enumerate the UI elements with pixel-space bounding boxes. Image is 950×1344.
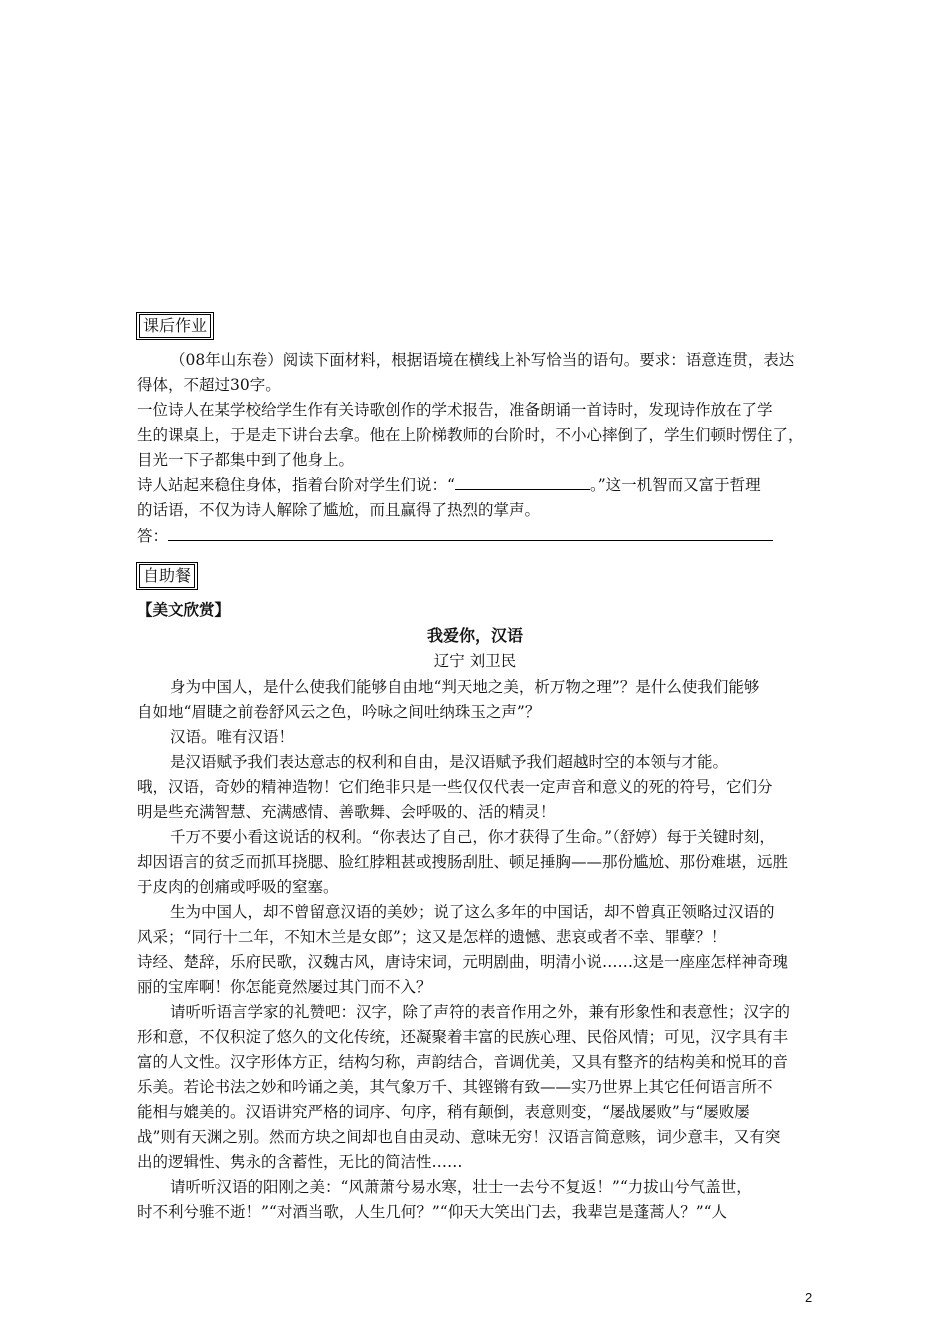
essay-line: 形和意，不仅积淀了悠久的文化传统，还凝聚着丰富的民族心理、民俗风情；可见，汉字具有丰	[137, 1028, 789, 1046]
essay-line: 自如地“眉睫之前卷舒风云之色，吟咏之间吐纳珠玉之声”？	[137, 703, 541, 721]
essay-line: 生为中国人，却不曾留意汉语的美妙；说了这么多年的中国话，却不曾真正领略过汉语的	[170, 903, 775, 921]
essay-line: 哦，汉语，奇妙的精神造物！它们绝非只是一些仅仅代表一定声音和意义的死的符号，它们分	[137, 778, 773, 796]
homework-line-1: （08年山东卷）阅读下面材料，根据语境在横线上补写恰当的语句。要求：语意连贯，表达	[170, 351, 795, 369]
essay-line: 明是些充满智慧、充满感情、善歌舞、会呼吸的、活的精灵！	[137, 803, 556, 821]
homework-line-3: 一位诗人在某学校给学生作有关诗歌创作的学术报告，准备朗诵一首诗时，发现诗作放在了学	[137, 401, 773, 419]
essay-title: 我爱你，汉语	[426, 626, 523, 645]
essay-line: 时不利兮骓不逝！”“对酒当歌，人生几何？”“仰天大笑出门去，我辈岂是蓬蒿人？”“人	[137, 1203, 728, 1221]
essay-author: 辽宁 刘卫民	[433, 652, 517, 670]
essay-line: 战”则有天渊之别。然而方块之间却也自由灵动、意味无穷！汉语言简意赅，词少意丰，又有突	[137, 1128, 781, 1146]
homework-line-2: 得体，不超过30字。	[137, 376, 281, 394]
homework-line-6: 诗人站起来稳住身体，指着台阶对学生们说：“ 。”这一机智而又富于哲理	[137, 473, 827, 497]
page-number: 2	[805, 1290, 813, 1305]
essay-line: 富的人文性。汉字形体方正，结构匀称，声韵结合，音调优美，又具有整齐的结构美和悦耳的音	[137, 1053, 789, 1071]
fill-in-blank[interactable]	[455, 473, 590, 490]
essay-line: 出的逻辑性、隽永的含蓄性，无比的简洁性……	[137, 1153, 463, 1171]
essay-line: 却因语言的贫乏而抓耳挠腮、脸红脖粗甚或搜肠刮肚、顿足捶胸——那份尴尬、那份难堪，远胜	[137, 853, 789, 871]
essay-line: 能相与媲美的。汉语讲究严格的词序、句序，稍有颠倒，表意则变，“屡战屡败”与“屡败屡	[137, 1103, 750, 1121]
essay-line: 是汉语赋予我们表达意志的权利和自由，是汉语赋予我们超越时空的本领与才能。	[170, 753, 729, 771]
essay-line: 身为中国人，是什么使我们能够自由地“判天地之美，析万物之理”？是什么使我们能够	[170, 678, 760, 696]
essay-line: 诗经、楚辞，乐府民歌，汉魏古风，唐诗宋词，元明剧曲，明清小说……这是一座座怎样神奇瑰	[137, 953, 789, 971]
essay-line: 千万不要小看这说话的权利。“你表达了自己，你才获得了生命。”（舒婷）每于关键时刻，	[170, 828, 775, 846]
essay-line: 请听听汉语的阳刚之美：“风萧萧兮易水寒，壮士一去兮不复返！”“力拔山兮气盖世，	[170, 1178, 752, 1196]
buffet-heading: 自助餐	[136, 562, 198, 590]
answer-blank[interactable]	[168, 524, 773, 541]
essay-line: 丽的宝库啊！你怎能竟然屡过其门而不入？	[137, 978, 432, 996]
essay-line: 风采；“同行十二年，不知木兰是女郎”；这又是怎样的遗憾、悲哀或者不幸、罪孽？！	[137, 928, 727, 946]
essay-line: 请听听语言学家的礼赞吧：汉字，除了声符的表音作用之外，兼有形象性和表意性；汉字的	[170, 1003, 791, 1021]
homework-heading: 课后作业	[136, 312, 214, 340]
homework-line-7: 的话语，不仅为诗人解除了尴尬，而且赢得了热烈的掌声。	[137, 501, 541, 519]
essay-line: 汉语。唯有汉语！	[170, 728, 295, 746]
homework-line-5: 目光一下子都集中到了他身上。	[137, 451, 355, 469]
section-label: 【美文欣赏】	[137, 600, 231, 619]
answer-line: 答：	[137, 524, 827, 548]
essay-line: 于皮肉的创痛或呼吸的窒塞。	[137, 878, 339, 896]
homework-line-4: 生的课桌上，于是走下讲台去拿。他在上阶梯教师的台阶时，不小心摔倒了，学生们顿时愣住了，	[137, 426, 804, 444]
essay-line: 乐美。若论书法之妙和吟诵之美，其气象万千、其铿锵有致——实乃世界上其它任何语言所不	[137, 1078, 773, 1096]
